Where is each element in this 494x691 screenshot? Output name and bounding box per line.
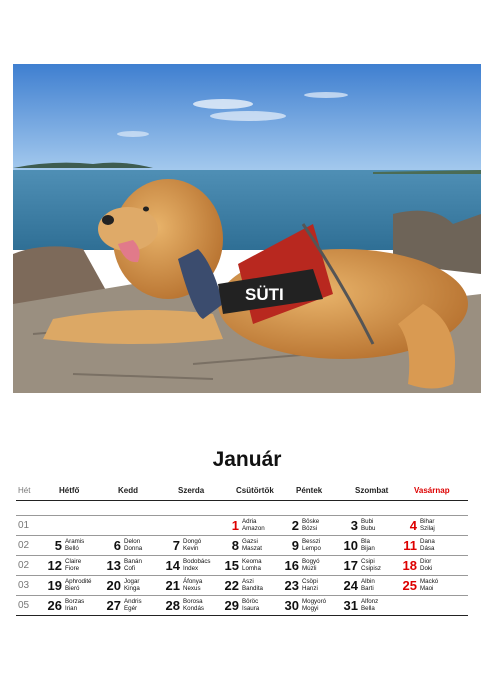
name-day: Bodobács xyxy=(183,558,211,565)
name-day-list xyxy=(302,598,326,613)
name-day: Irian xyxy=(65,605,78,613)
week-number: 03 xyxy=(18,580,30,591)
week-number: 05 xyxy=(18,600,30,611)
day-number: 29 xyxy=(224,598,239,613)
name-day-list xyxy=(183,538,201,553)
header-gap xyxy=(16,501,468,516)
name-day: Mackó xyxy=(420,578,439,585)
name-day-list xyxy=(124,538,142,553)
table-row xyxy=(16,556,468,576)
header-tuesday: Kedd xyxy=(118,486,138,495)
name-day-list xyxy=(420,538,435,553)
day-number: 30 xyxy=(284,598,299,613)
name-day: Dása xyxy=(420,545,435,553)
name-day: Kondás xyxy=(183,605,204,613)
name-day: Bubu xyxy=(361,525,376,533)
name-day-list xyxy=(124,598,142,613)
name-day: Szilaj xyxy=(420,525,435,533)
name-day-list xyxy=(124,558,142,573)
name-day-list xyxy=(361,558,381,573)
name-day: Bella xyxy=(361,605,375,613)
name-day: Mogyoró xyxy=(302,598,327,605)
day-number: 10 xyxy=(343,538,358,553)
name-day: Adria xyxy=(242,518,257,525)
name-day-list xyxy=(420,518,435,533)
day-number: 8 xyxy=(231,538,239,553)
day-number: 20 xyxy=(106,578,121,593)
day-number: 1 xyxy=(231,518,239,533)
name-day: Gazsi xyxy=(242,538,258,545)
week-number: 01 xyxy=(18,520,30,531)
name-day: Bubi xyxy=(361,518,374,525)
day-cell xyxy=(217,556,277,575)
name-day: Lempo xyxy=(302,545,321,553)
name-day-list xyxy=(361,598,378,613)
day-number: 24 xyxy=(343,578,358,593)
name-day: Aramis xyxy=(65,538,85,545)
name-day: Csöpi xyxy=(302,578,318,585)
name-day-list xyxy=(242,518,265,533)
day-number: 7 xyxy=(172,538,180,553)
name-day-list xyxy=(183,558,211,573)
name-day: Jogar xyxy=(124,578,140,585)
table-row xyxy=(16,596,468,616)
day-number: 22 xyxy=(224,578,239,593)
day-cell xyxy=(158,596,218,615)
day-number: 27 xyxy=(106,598,121,613)
name-day-list xyxy=(302,578,318,593)
name-day: Aphrodité xyxy=(65,578,92,585)
name-day: Cofi xyxy=(124,565,136,573)
name-day: Donna xyxy=(124,545,143,553)
name-day: Múzli xyxy=(302,565,317,573)
name-day-list xyxy=(124,578,140,593)
day-number: 28 xyxy=(165,598,180,613)
name-day: Maszat xyxy=(242,545,262,553)
day-cell xyxy=(217,516,277,535)
name-day: Fiore xyxy=(65,565,80,573)
day-cell xyxy=(40,596,100,615)
day-cell xyxy=(40,576,100,595)
day-cell xyxy=(40,536,100,555)
day-cell xyxy=(336,536,396,555)
name-day: Andris xyxy=(124,598,142,605)
name-day: Alfonz xyxy=(361,598,379,605)
day-number: 5 xyxy=(54,538,62,553)
name-day: Dongó xyxy=(183,538,202,545)
name-day: Áfonya xyxy=(183,578,203,585)
name-day: Kevin xyxy=(183,545,199,553)
day-number: 4 xyxy=(409,518,417,533)
name-day-list xyxy=(242,598,259,613)
name-day: Bözsi xyxy=(302,525,318,533)
name-day: Bogyó xyxy=(302,558,320,565)
name-day: Kinga xyxy=(124,585,140,593)
name-day: Hanzi xyxy=(302,585,318,593)
name-day: Borosa xyxy=(183,598,203,605)
name-day-list xyxy=(183,578,202,593)
day-cell xyxy=(158,576,218,595)
name-day: Bieró xyxy=(65,585,80,593)
name-day: Bijan xyxy=(361,545,375,553)
name-day: Lomha xyxy=(242,565,261,573)
header-sunday: Vasárnap xyxy=(414,486,450,495)
name-day-list xyxy=(65,598,84,613)
day-number: 9 xyxy=(291,538,299,553)
name-day: Böske xyxy=(302,518,320,525)
name-day: Borzas xyxy=(65,598,85,605)
name-day-list xyxy=(242,558,262,573)
day-number: 12 xyxy=(47,558,62,573)
header-saturday: Szombat xyxy=(355,486,389,495)
vest-text: SÜTI xyxy=(245,285,284,304)
day-cell xyxy=(40,556,100,575)
name-day: Index xyxy=(183,565,199,573)
day-number: 21 xyxy=(165,578,180,593)
day-number: 26 xyxy=(47,598,62,613)
name-day-list xyxy=(302,558,320,573)
day-number: 14 xyxy=(165,558,180,573)
day-cell xyxy=(336,516,396,535)
dog-photo-illustration xyxy=(13,64,481,393)
day-cell xyxy=(277,556,337,575)
name-day: Belló xyxy=(65,545,79,553)
day-number: 13 xyxy=(106,558,121,573)
name-day: Claire xyxy=(65,558,82,565)
name-day: Albin xyxy=(361,578,375,585)
name-day-list xyxy=(361,538,375,553)
day-cell xyxy=(99,576,159,595)
name-day: Egér xyxy=(124,605,138,613)
name-day: Banán xyxy=(124,558,142,565)
day-cell xyxy=(277,596,337,615)
name-day: Barti xyxy=(361,585,374,593)
day-number: 17 xyxy=(343,558,358,573)
name-day-list xyxy=(242,578,263,593)
day-cell xyxy=(217,596,277,615)
day-cell xyxy=(277,516,337,535)
day-cell xyxy=(336,596,396,615)
day-number: 3 xyxy=(350,518,358,533)
name-day-list xyxy=(361,578,375,593)
name-day: Maoi xyxy=(420,585,434,593)
day-cell xyxy=(277,576,337,595)
day-number: 16 xyxy=(284,558,299,573)
name-day: Bandita xyxy=(242,585,263,593)
name-day: Csipisz xyxy=(361,565,381,573)
calendar-table xyxy=(16,484,468,616)
name-day-list xyxy=(65,558,81,573)
name-day: Aszi xyxy=(242,578,254,585)
name-day-list xyxy=(242,538,262,553)
header-monday: Hétfő xyxy=(59,486,80,495)
day-cell xyxy=(217,576,277,595)
weekday-header xyxy=(16,484,468,501)
name-day: Amazon xyxy=(242,525,265,533)
table-row xyxy=(16,576,468,596)
name-day-list xyxy=(65,538,84,553)
day-cell xyxy=(99,556,159,575)
name-day-list xyxy=(183,598,204,613)
name-day: Delon xyxy=(124,538,141,545)
day-cell xyxy=(395,516,455,535)
header-week: Hét xyxy=(18,486,31,495)
week-number: 02 xyxy=(18,560,30,571)
day-number: 18 xyxy=(402,558,417,573)
day-cell xyxy=(99,536,159,555)
table-row xyxy=(16,516,468,536)
name-day-list xyxy=(420,558,432,573)
name-day: Bihar xyxy=(420,518,435,525)
header-thursday: Csütörtök xyxy=(236,486,274,495)
day-cell xyxy=(158,556,218,575)
day-number: 19 xyxy=(47,578,62,593)
header-friday: Péntek xyxy=(296,486,323,495)
day-cell xyxy=(395,536,455,555)
day-number: 11 xyxy=(403,538,417,553)
day-number: 31 xyxy=(343,598,358,613)
month-title: Január xyxy=(212,448,282,471)
name-day-list xyxy=(302,538,321,553)
name-day: Böröс xyxy=(242,598,259,605)
name-day: Dana xyxy=(420,538,435,545)
calendar-rows xyxy=(16,516,468,616)
day-cell xyxy=(336,556,396,575)
day-cell xyxy=(277,536,337,555)
day-number: 23 xyxy=(284,578,299,593)
name-day-list xyxy=(420,578,438,593)
day-cell xyxy=(158,536,218,555)
name-day: Keoma xyxy=(242,558,262,565)
name-day-list xyxy=(361,518,375,533)
day-number: 15 xyxy=(224,558,239,573)
name-day: Csipi xyxy=(361,558,375,565)
name-day-list xyxy=(65,578,92,593)
day-cell xyxy=(336,576,396,595)
day-number: 2 xyxy=(291,518,299,533)
calendar-photo xyxy=(13,64,481,393)
header-wednesday: Szerda xyxy=(178,486,205,495)
day-cell xyxy=(395,576,455,595)
name-day: Isaura xyxy=(242,605,260,613)
week-number: 02 xyxy=(18,540,30,551)
day-cell xyxy=(99,596,159,615)
name-day: Dior xyxy=(420,558,432,565)
name-day-list xyxy=(302,518,319,533)
table-row xyxy=(16,536,468,556)
day-number: 25 xyxy=(402,578,417,593)
day-cell xyxy=(217,536,277,555)
day-cell xyxy=(395,556,455,575)
name-day: Bla xyxy=(361,538,370,545)
name-day: Doki xyxy=(420,565,433,573)
name-day: Nexus xyxy=(183,585,201,593)
name-day: Besszi xyxy=(302,538,321,545)
day-number: 6 xyxy=(113,538,121,553)
name-day: Mogyi xyxy=(302,605,319,613)
